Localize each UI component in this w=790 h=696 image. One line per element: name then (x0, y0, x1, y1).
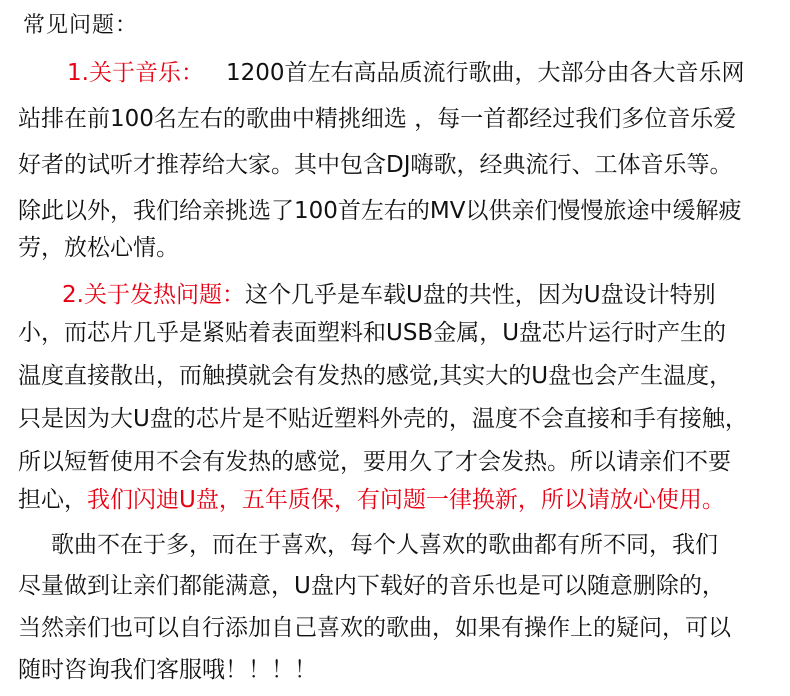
section2-line: 温度直接散出，而触摸就会有发热的感觉,其实大的U盘也会产生温度， (18, 363, 733, 389)
section1-line: 好者的试听才推荐给大家。其中包含DJ嗨歌，经典流行、工体音乐等。 (18, 152, 733, 178)
section1-label: 1.关于音乐： (67, 60, 204, 86)
section2-last-line (18, 485, 725, 515)
section2-line: 只是因为大U盘的芯片是不贴近塑料外壳的，温度不会直接和手有接触， (18, 406, 748, 432)
section2-first-line-text: 这个几乎是车载U盘的共性，因为U盘设计特别 (244, 282, 716, 308)
section1-first-line (67, 58, 745, 88)
section1-line: 劳，放松心情。 (18, 235, 179, 261)
section2-last-line-prefix: 担心， (18, 487, 87, 513)
section3-line: 随时咨询我们客服哦！！！！ (18, 657, 317, 683)
section3-line: 尽量做到让亲们都能满意，U盘内下载好的音乐也是可以随意删除的， (18, 573, 725, 599)
section2-line: 所以短暂使用不会有发热的感觉，要用久了才会发热。所以请亲们不要 (18, 449, 731, 475)
section1-line: 站排在前100名左右的歌曲中精挑细选 ，每一首都经过我们多位音乐爱 (18, 106, 737, 132)
section1-line: 除此以外，我们给亲挑选了100首左右的MV以供亲们慢慢旅途中缓解疲 (18, 198, 742, 224)
section2-line: 小，而芯片几乎是紧贴着表面塑料和USB金属，U盘芯片运行时产生的 (18, 320, 727, 346)
warranty-highlight: 我们闪迪U盘，五年质保，有问题一律换新，所以请放心使用。 (87, 487, 725, 513)
section3-line: 当然亲们也可以自行添加自己喜欢的歌曲，如果有操作上的疑问，可以 (18, 615, 731, 641)
section3-line: 歌曲不在于多，而在于喜欢，每个人喜欢的歌曲都有所不同，我们 (51, 532, 718, 558)
section2-label: 2.关于发热问题： (62, 282, 245, 308)
faq-heading: 常见问题： (23, 13, 139, 38)
section1-first-line-text: 1200首左右高品质流行歌曲，大部分由各大音乐网 (225, 60, 745, 86)
section2-first-line (62, 280, 716, 310)
